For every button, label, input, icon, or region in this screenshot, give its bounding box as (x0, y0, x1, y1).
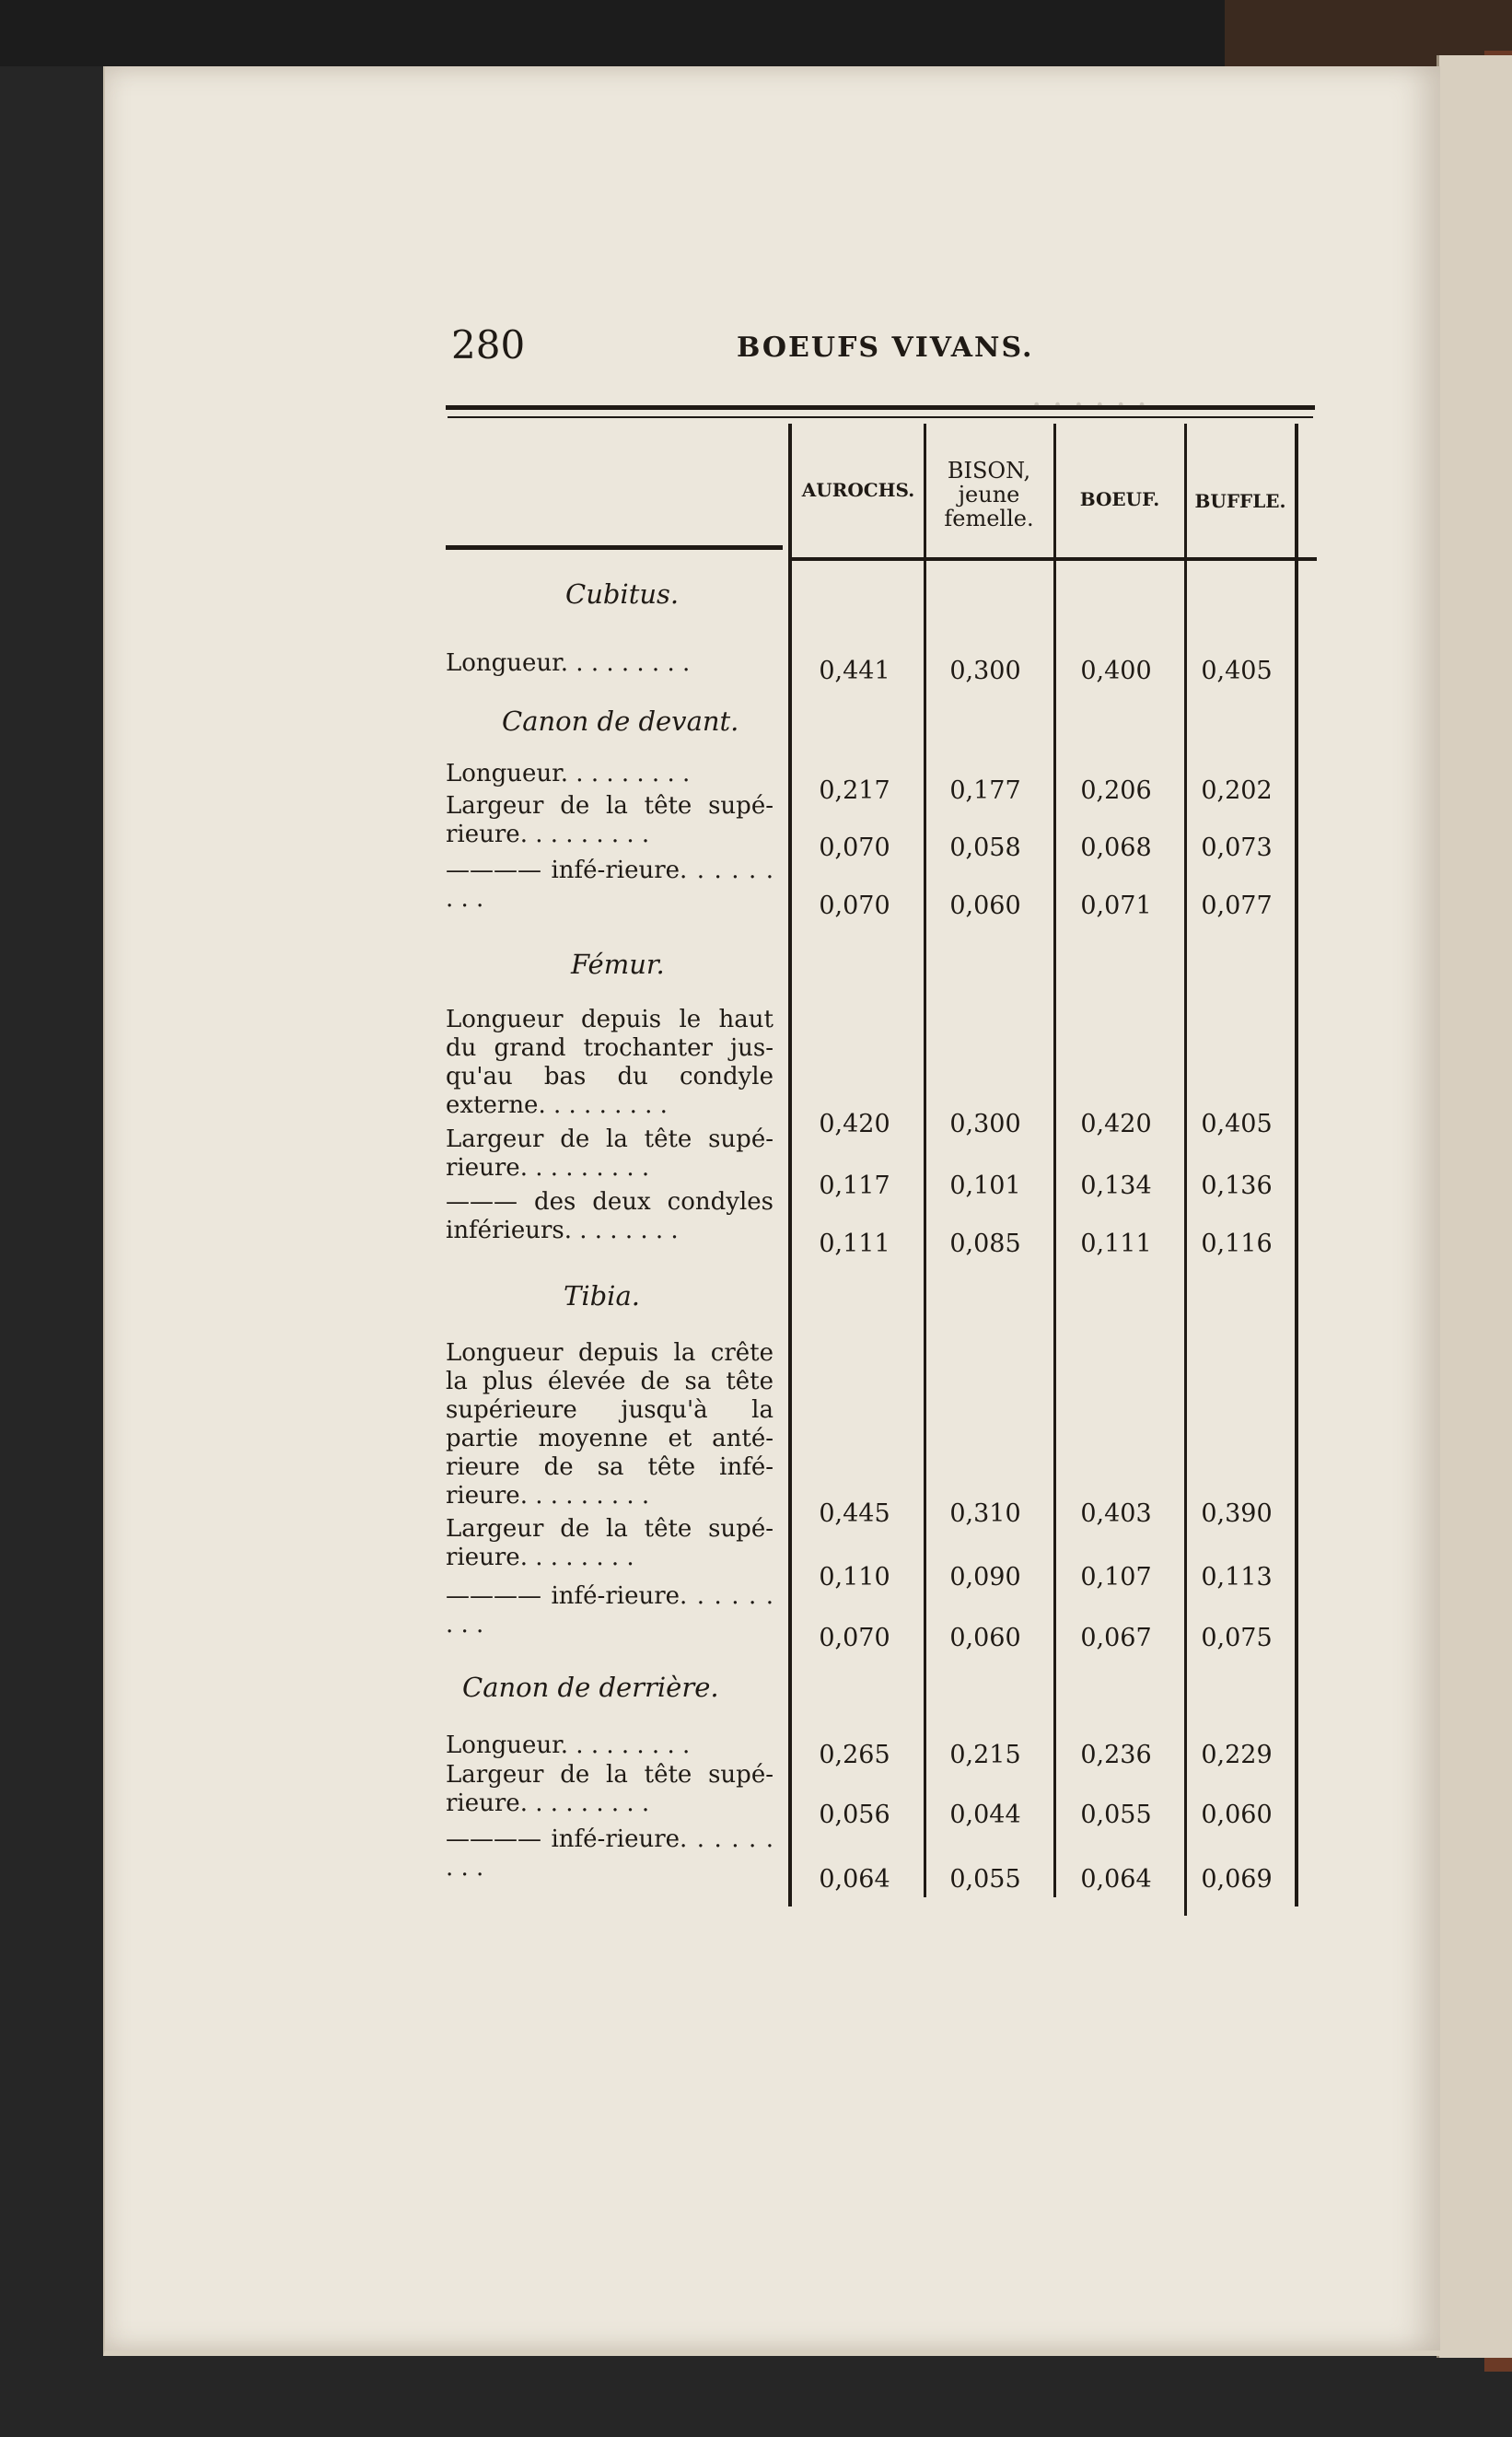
facing-page-edge (1436, 55, 1512, 2358)
measurement-value: 0,111 (1080, 1230, 1152, 1258)
column-header: BUFFLE. (1194, 490, 1286, 512)
page-number: 280 (451, 322, 526, 367)
measurement-value: 0,056 (819, 1801, 890, 1829)
measurement-value: 0,113 (1201, 1563, 1273, 1592)
measurement-value: 0,071 (1080, 892, 1152, 920)
measurement-value: 0,069 (1201, 1865, 1273, 1894)
measurement-value: 0,117 (819, 1172, 890, 1200)
measurement-value: 0,403 (1080, 1499, 1152, 1528)
measurement-value: 0,420 (1080, 1110, 1152, 1138)
measurement-value: 0,070 (819, 834, 890, 862)
measurement-value: 0,070 (819, 1624, 890, 1652)
row-label: Longueur. . . . . . . . . (446, 1732, 691, 1759)
row-label: ——— des deux condyles inférieurs. . . . . . . . (446, 1188, 773, 1244)
measurement-value: 0,441 (819, 657, 890, 685)
measurement-value: 0,110 (819, 1563, 890, 1592)
measurement-value: 0,111 (819, 1230, 890, 1258)
measurement-value: 0,134 (1080, 1172, 1152, 1200)
measurement-value: 0,068 (1080, 834, 1152, 862)
measurement-value: 0,405 (1201, 657, 1273, 685)
row-label: ———— infé-rieure. . . . . . . . . (446, 857, 773, 913)
measurement-value: 0,073 (1201, 834, 1273, 862)
row-label: Longueur depuis le haut du grand trochanter jus-qu'au bas du condyle externe. . . . . . . . . (446, 1006, 773, 1119)
measurement-value: 0,136 (1201, 1172, 1273, 1200)
measurement-value: 0,310 (949, 1499, 1021, 1528)
section-title: Fémur. (571, 949, 665, 980)
column-header: AUROCHS. (801, 479, 915, 501)
measurement-value: 0,107 (1080, 1563, 1152, 1592)
section-title: Cubitus. (565, 578, 680, 610)
row-label: Longueur. . . . . . . . . (446, 649, 691, 677)
measurement-value: 0,206 (1080, 776, 1152, 805)
bleed-through-text: · · · · · · (1031, 387, 1147, 425)
column-divider-3 (1053, 424, 1056, 1897)
measurement-value: 0,229 (1201, 1741, 1273, 1769)
row-label: Largeur de la tête supé-rieure. . . . . . . . . (446, 1761, 773, 1817)
measurement-value: 0,390 (1201, 1499, 1273, 1528)
measurement-value: 0,300 (949, 657, 1021, 685)
row-label: Largeur de la tête supé-rieure. . . . . . . . . (446, 792, 773, 848)
measurement-value: 0,058 (949, 834, 1021, 862)
measurement-value: 0,090 (949, 1563, 1021, 1592)
table-right-border (1295, 424, 1298, 1906)
measurement-value: 0,215 (949, 1741, 1021, 1769)
column-header: BOEUF. (1079, 488, 1160, 510)
row-label: Largeur de la tête supé-rieure. . . . . . . . . (446, 1125, 773, 1182)
column-divider-4 (1184, 424, 1187, 1916)
measurement-value: 0,420 (819, 1110, 890, 1138)
running-head: BOEUFS VIVANS. (737, 332, 1034, 364)
row-label: Longueur depuis la crête la plus élevée de sa tête supérieure jusqu'à la partie moyenne et anté-rieure de sa tête infé-rieure. . . . . . . . . (446, 1339, 773, 1510)
row-label: ———— infé-rieure. . . . . . . . . (446, 1825, 773, 1882)
measurement-value: 0,265 (819, 1741, 890, 1769)
measurement-value: 0,300 (949, 1110, 1021, 1138)
measurement-value: 0,060 (949, 1624, 1021, 1652)
measurement-value: 0,177 (949, 776, 1021, 805)
section-title: Tibia. (564, 1280, 640, 1312)
measurement-value: 0,064 (819, 1865, 890, 1894)
measurement-value: 0,044 (949, 1801, 1021, 1829)
measurement-value: 0,064 (1080, 1865, 1152, 1894)
measurement-value: 0,055 (949, 1865, 1021, 1894)
column-divider-1 (788, 424, 792, 1906)
column-divider-2 (924, 424, 926, 1897)
row-label: ———— infé-rieure. . . . . . . . . (446, 1582, 773, 1638)
row-label: Longueur. . . . . . . . . (446, 760, 691, 787)
measurement-value: 0,070 (819, 892, 890, 920)
header-rule-label (446, 545, 783, 550)
measurement-value: 0,060 (949, 892, 1021, 920)
measurement-value: 0,075 (1201, 1624, 1273, 1652)
row-label: Largeur de la tête supé-rieure. . . . . . . . (446, 1515, 773, 1571)
table-top-double-rule (446, 405, 1315, 410)
measurement-value: 0,060 (1201, 1801, 1273, 1829)
measurement-value: 0,077 (1201, 892, 1273, 920)
measurement-value: 0,101 (949, 1172, 1021, 1200)
measurement-value: 0,116 (1201, 1230, 1273, 1258)
measurement-value: 0,445 (819, 1499, 890, 1528)
section-title: Canon de derrière. (462, 1672, 719, 1703)
column-header: BISON, jeune femelle. (944, 458, 1034, 531)
table-top-rule-thin (448, 416, 1313, 418)
measurement-value: 0,405 (1201, 1110, 1273, 1138)
measurement-value: 0,085 (949, 1230, 1021, 1258)
measurement-value: 0,055 (1080, 1801, 1152, 1829)
section-title: Canon de devant. (502, 705, 739, 737)
measurement-value: 0,202 (1201, 776, 1273, 805)
measurement-value: 0,400 (1080, 657, 1152, 685)
measurement-value: 0,236 (1080, 1741, 1152, 1769)
measurement-value: 0,067 (1080, 1624, 1152, 1652)
measurement-value: 0,217 (819, 776, 890, 805)
